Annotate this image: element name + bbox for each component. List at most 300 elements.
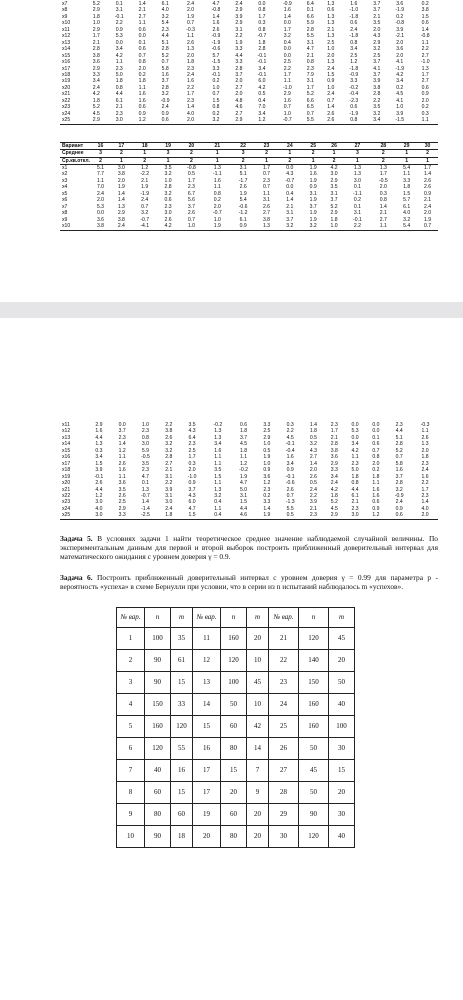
table-cell: 5.0 — [351, 467, 359, 474]
table-cell: 2.0 — [117, 177, 125, 184]
table-cell: 2.4 — [309, 486, 317, 493]
table-cell: 2.5 — [283, 59, 291, 66]
table-cell: -1.9 — [140, 190, 150, 197]
table-cell: 60 — [145, 781, 171, 803]
table-cell: 3.2 — [373, 46, 381, 53]
table-cell: 3.7 — [373, 1, 381, 7]
table-cell: 2.3 — [164, 203, 172, 210]
table-cell: 2.1 — [351, 499, 359, 506]
table-cell: 4.5 — [240, 441, 248, 448]
table-cell: 11 — [193, 627, 221, 649]
table-cell: 20 — [247, 803, 269, 825]
row-label: x4 — [62, 184, 68, 191]
table-cell: 0.3 — [95, 447, 103, 454]
table-cell: 5.4 — [239, 197, 247, 204]
table-cell: 3.4 — [286, 460, 294, 467]
sd-value: 2 — [324, 157, 345, 164]
table-cell: -1.8 — [349, 13, 359, 20]
table-cell: 1.9 — [423, 216, 432, 223]
table-cell: 1.3 — [327, 1, 335, 7]
col-m: m — [171, 607, 193, 627]
table-cell: 1.8 — [309, 428, 317, 435]
table-cell: 1.0 — [263, 460, 271, 467]
table-cell: 1.1 — [138, 20, 146, 27]
table-cell: 3.4 — [115, 46, 123, 53]
table-cell: 0.0 — [115, 39, 123, 46]
table-cell: 0.2 — [421, 104, 429, 111]
table-cell: 26 — [269, 737, 299, 759]
table-cell: 3.2 — [161, 91, 169, 98]
table-cell: 0.8 — [213, 190, 221, 197]
table-cell: 3.2 — [165, 447, 173, 454]
table-cell: 2.0 — [213, 203, 221, 210]
table-cell: 2.0 — [327, 52, 335, 59]
table-cell: 0.0 — [283, 46, 291, 53]
table-cell: 2.4 — [421, 467, 429, 474]
table-cell: 42 — [247, 715, 269, 737]
table-cell: 1.1 — [240, 454, 248, 461]
table-cell: 1.9 — [309, 210, 317, 217]
table-cell: 3.9 — [235, 13, 243, 20]
table-cell: 1 — [117, 627, 145, 649]
table-cell: 80 — [145, 803, 171, 825]
table-cell: 19 — [193, 803, 221, 825]
data-table-variants-16-30 — [60, 142, 438, 231]
table-cell: 2.2 — [421, 480, 429, 487]
sd-value: 2 — [230, 157, 256, 164]
table-cell: 3.9 — [396, 110, 404, 117]
table-cell: 4.6 — [235, 104, 243, 111]
task-6-title: Задача 6. — [60, 572, 93, 582]
table-cell: 2.8 — [373, 91, 381, 98]
task-6 — [60, 573, 438, 591]
table-cell: 5.0 — [240, 486, 248, 493]
variant-label: Вариант — [60, 142, 90, 149]
table-cell: 0.1 — [353, 203, 361, 210]
table-cell: 2.6 — [421, 434, 429, 441]
table-cell: 1.0 — [327, 84, 335, 91]
table-cell: 16 — [193, 737, 221, 759]
table-cell: 1.8 — [92, 97, 100, 104]
table-cell: 3.2 — [214, 492, 222, 499]
table-cell: 0.6 — [138, 104, 146, 111]
table-cell: 2.0 — [188, 467, 196, 474]
table-cell: 2.3 — [351, 460, 359, 467]
table-cell: 3 — [117, 671, 145, 693]
table-cell: 5.9 — [141, 447, 149, 454]
table-cell: -1.4 — [141, 505, 150, 512]
table-cell: 5 — [117, 715, 145, 737]
table-cell: 60 — [221, 803, 247, 825]
table-cell: 4.4 — [95, 434, 103, 441]
table-cell: 0.0 — [372, 428, 380, 435]
table-cell: 2.5 — [263, 428, 271, 435]
table-cell: 2.7 — [262, 210, 271, 217]
table-cell: 20 — [247, 627, 269, 649]
table-cell: 6.4 — [188, 434, 196, 441]
row-label: x13 — [62, 434, 71, 441]
table-cell: -0.2 — [349, 84, 359, 91]
table-cell: 120 — [221, 649, 247, 671]
table-cell: 0.1 — [306, 7, 314, 14]
table-cell: 4 — [117, 693, 145, 715]
table-cell: 4.8 — [235, 97, 243, 104]
table-cell: 3.1 — [235, 26, 243, 33]
table-cell: 2.3 — [141, 467, 149, 474]
table-cell: 0.7 — [286, 492, 294, 499]
table-cell: 3.1 — [240, 492, 248, 499]
table-cell: 2.9 — [95, 422, 103, 428]
table-cell: 2.4 — [92, 84, 100, 91]
table-cell: 1.5 — [327, 71, 335, 78]
table-cell: -1.8 — [349, 65, 359, 72]
table-cell: 4.5 — [286, 434, 294, 441]
table-cell: 10 — [247, 649, 269, 671]
row-label: x17 — [62, 65, 71, 72]
row-label: x19 — [62, 78, 71, 85]
table-cell: 14 — [247, 737, 269, 759]
table-cell: 3.1 — [286, 210, 294, 217]
table-cell: 5.3 — [96, 203, 105, 210]
row-label: x10 — [62, 20, 71, 27]
sd-value: 1 — [396, 157, 417, 164]
table-cell: 2.9 — [330, 177, 338, 184]
table-cell: 50 — [329, 671, 355, 693]
table-cell: 3.8 — [262, 216, 271, 223]
table-cell: 1.8 — [330, 492, 338, 499]
table-cell: 0.0 — [372, 422, 380, 428]
table-cell: 7.7 — [96, 171, 105, 178]
table-cell: 1.3 — [214, 486, 222, 493]
table-cell: 9 — [117, 803, 145, 825]
table-cell: 3.4 — [258, 65, 266, 72]
row-label: x2 — [62, 171, 68, 178]
table-cell: 3.7 — [188, 486, 196, 493]
table-cell: 17 — [193, 781, 221, 803]
table-cell: 2.0 — [421, 447, 429, 454]
table-cell: 2.6 — [118, 492, 126, 499]
table-cell: 6.0 — [188, 499, 196, 506]
table-cell: 3.4 — [330, 473, 338, 480]
table-cell: 0.9 — [421, 91, 429, 98]
table-cell: 0.8 — [212, 104, 220, 111]
table-cell: -1.0 — [349, 7, 359, 14]
table-cell: 24 — [269, 693, 299, 715]
row-label: x7 — [62, 203, 68, 210]
table-cell: 0.2 — [396, 13, 404, 20]
table-cell: 2.4 — [327, 65, 335, 72]
table-cell: 3.8 — [373, 84, 381, 91]
table-cell: -0.7 — [141, 492, 150, 499]
table-cell: 0.5 — [187, 171, 195, 178]
row-label: x25 — [60, 512, 86, 519]
table-cell: 3.0 — [353, 177, 361, 184]
table-cell: 10 — [247, 693, 269, 715]
table-cell: 1.7 — [306, 84, 314, 91]
table-cell: 1.5 — [179, 512, 205, 519]
table-cell: 2.4 — [395, 499, 403, 506]
table-cell: -0.9 — [394, 492, 404, 499]
table-cell: 2 — [117, 649, 145, 671]
table-cell: 1.1 — [214, 460, 222, 467]
table-cell: 3.7 — [330, 197, 338, 204]
table-cell: 2.0 — [396, 52, 404, 59]
table-cell: 0.6 — [138, 26, 146, 33]
variant-number: 29 — [396, 142, 417, 149]
table-cell: 4.0 — [95, 505, 103, 512]
row-label: x11 — [62, 422, 70, 428]
table-cell: 4.7 — [188, 505, 196, 512]
table-cell: 2.4 — [165, 505, 173, 512]
table-cell: 1.3 — [327, 20, 335, 27]
table-cell: 2.1 — [165, 467, 173, 474]
row-label: x10 — [60, 223, 90, 230]
table-cell: 0.7 — [417, 223, 438, 230]
table-cell: 0.6 — [327, 7, 335, 14]
table-cell: 5.4 — [396, 223, 417, 230]
table-cell: 1.8 — [258, 39, 266, 46]
table-cell: 4.4 — [351, 486, 359, 493]
table-cell: 3.7 — [187, 203, 195, 210]
row-label: x23 — [62, 499, 71, 506]
table-cell: 1.8 — [372, 473, 380, 480]
table-cell: -0.7 — [140, 216, 150, 223]
variant-number: 21 — [204, 142, 230, 149]
table-cell: 3.9 — [373, 78, 381, 85]
table-cell: 0.5 — [309, 434, 317, 441]
table-cell: 2.9 — [373, 39, 381, 46]
page-separator — [0, 302, 463, 318]
table-cell: 3.2 — [373, 110, 381, 117]
table-cell: 0.2 — [372, 467, 380, 474]
table-cell: 2.7 — [421, 52, 429, 59]
table-cell: 1.3 — [421, 441, 429, 448]
table-cell: -0.2 — [213, 422, 223, 428]
table-cell: 3.4 — [351, 441, 359, 448]
table-cell: 1.1 — [421, 428, 429, 435]
table-cell: 3.9 — [396, 26, 404, 33]
table-cell: 5.7 — [212, 52, 220, 59]
table-cell: -4.1 — [132, 223, 158, 230]
col-n: n — [299, 607, 329, 627]
table-cell: -0.1 — [353, 216, 362, 223]
table-cell: 1.7 — [258, 13, 266, 20]
table-cell: 2.0 — [187, 7, 195, 14]
table-cell: 0.8 — [306, 59, 314, 66]
table-cell: 0.1 — [372, 434, 380, 441]
table-cell: 3.8 — [165, 428, 173, 435]
table-cell: 2.9 — [92, 7, 100, 14]
variant-number: 24 — [277, 142, 303, 149]
table-cell: 150 — [145, 693, 171, 715]
table-cell: 1.8 — [187, 59, 195, 66]
table-cell: 1.2 — [365, 512, 386, 519]
table-row — [117, 803, 355, 825]
table-cell: -0.7 — [285, 177, 295, 184]
table-cell: 2.6 — [212, 26, 220, 33]
table-cell: 2.3 — [141, 428, 149, 435]
table-cell: 1.7 — [283, 26, 291, 33]
table-cell: 3.6 — [396, 46, 404, 53]
table-cell: 2.0 — [379, 184, 387, 191]
col-variant: № вар. — [117, 607, 145, 627]
table-row — [117, 737, 355, 759]
table-cell: 7.0 — [96, 184, 105, 191]
table-cell: 33 — [171, 693, 193, 715]
table-cell: 6.1 — [161, 1, 169, 7]
table-cell: 5.4 — [403, 164, 411, 171]
table-cell: 0.3 — [258, 20, 266, 27]
table-cell: 0.7 — [372, 447, 380, 454]
table-cell: 1.9 — [309, 177, 317, 184]
table-cell: 0.0 — [351, 434, 359, 441]
table-cell: 3.1 — [165, 492, 173, 499]
row-label: x12 — [62, 428, 71, 435]
table-cell: 4.3 — [309, 447, 317, 454]
table-cell: 1.3 — [421, 65, 429, 72]
table-cell: 5.2 — [395, 447, 403, 454]
mean-value: 2 — [417, 150, 438, 157]
table-cell: 2.2 — [283, 65, 291, 72]
table-cell: 1.6 — [214, 447, 222, 454]
table-cell: 10 — [117, 825, 145, 847]
table-cell: 0.0 — [351, 422, 359, 428]
table-cell: 2.5 — [350, 52, 358, 59]
table-cell: 30 — [269, 825, 299, 847]
table-cell: 1.3 — [187, 46, 195, 53]
variant-number: 20 — [179, 142, 205, 149]
table-cell: 5.7 — [403, 197, 411, 204]
table-cell: 0.7 — [187, 216, 195, 223]
table-cell: 0.9 — [395, 505, 403, 512]
sd-value: 1 — [204, 157, 230, 164]
sd-value: 1 — [111, 157, 132, 164]
table-cell: 2.0 — [235, 78, 243, 85]
table-cell: 6.1 — [351, 492, 359, 499]
table-cell: 90 — [145, 825, 171, 847]
table-cell: 15 — [193, 715, 221, 737]
table-cell: 35 — [171, 627, 193, 649]
table-cell: 2.9 — [235, 7, 243, 14]
table-cell: 29 — [269, 803, 299, 825]
table-cell: 1.7 — [379, 171, 387, 178]
table-cell: 2.2 — [345, 223, 371, 230]
table-cell: 1.4 — [286, 197, 294, 204]
table-cell: 8 — [117, 781, 145, 803]
table-cell: 2.7 — [138, 13, 146, 20]
sd-row — [60, 157, 438, 164]
page-2 — [60, 318, 438, 1000]
table-cell: 2.0 — [138, 65, 146, 72]
table-cell: 0.0 — [286, 164, 294, 171]
table-cell: 1.3 — [213, 164, 221, 171]
table-cell: 4.1 — [396, 59, 404, 66]
table-cell: 3.8 — [117, 171, 125, 178]
table-cell: 0.0 — [283, 20, 291, 27]
table-cell: 2.3 — [421, 460, 429, 467]
table-cell: 160 — [299, 693, 329, 715]
table-cell: 1.6 — [309, 171, 317, 178]
table-cell: 7 — [117, 759, 145, 781]
table-cell: 2.1 — [330, 434, 338, 441]
table-cell: -1.9 — [395, 7, 405, 14]
table-cell: 1.9 — [256, 512, 277, 519]
table-cell: 0.8 — [379, 197, 387, 204]
row-label: x11 — [62, 26, 70, 33]
table-cell: 1.6 — [283, 97, 291, 104]
table-cell: 45 — [329, 627, 355, 649]
table-cell: -0.1 — [94, 473, 104, 480]
table-cell: 4.0 — [161, 7, 169, 14]
table-cell: 3.5 — [373, 20, 381, 27]
table-cell: -0.8 — [187, 164, 196, 171]
table-cell: 1.1 — [118, 473, 126, 480]
table-cell: 45 — [299, 759, 329, 781]
table-cell: 1.4 — [141, 499, 149, 506]
table-cell: 2.9 — [92, 65, 100, 72]
row-label: x21 — [62, 91, 71, 98]
table-cell: 0.6 — [350, 20, 358, 27]
table-cell: -2.2 — [140, 171, 150, 178]
table-cell: 1.4 — [309, 422, 317, 428]
table-cell: 160 — [221, 627, 247, 649]
table-cell: 0.6 — [421, 84, 429, 91]
table-cell: 4.2 — [92, 91, 100, 98]
table-row — [117, 693, 355, 715]
sd-value: 1 — [345, 157, 371, 164]
table-cell: 2.4 — [330, 480, 338, 487]
table-cell: 5.8 — [161, 65, 169, 72]
table-cell: 0.6 — [372, 499, 380, 506]
mean-value: 1 — [132, 150, 158, 157]
table-cell: 7 — [247, 759, 269, 781]
table-cell: 1.3 — [95, 441, 103, 448]
table-cell: -0.1 — [285, 473, 295, 480]
row-label: x24 — [62, 505, 71, 512]
table-cell: 3.3 — [263, 499, 271, 506]
table-cell: 2.6 — [118, 460, 126, 467]
table-cell: 5.2 — [92, 1, 100, 7]
table-cell: 0.7 — [327, 97, 335, 104]
table-cell: -0.1 — [114, 13, 124, 20]
table-cell: 3.8 — [117, 216, 125, 223]
table-cell: 3.8 — [90, 223, 111, 230]
table-cell: 22 — [269, 649, 299, 671]
table-cell: 1.1 — [351, 454, 359, 461]
table-cell: 2.8 — [235, 65, 243, 72]
table-cell: 4.5 — [92, 110, 100, 117]
row-label: x22 — [62, 492, 71, 499]
table-cell: 2.5 — [188, 447, 196, 454]
table-cell: 2.0 — [372, 460, 380, 467]
table-cell: 0.8 — [115, 84, 123, 91]
table-cell: 2.1 — [306, 52, 314, 59]
table-cell: 4.1 — [396, 97, 404, 104]
table-cell: -0.1 — [257, 59, 267, 66]
table-cell: 2.6 — [187, 39, 195, 46]
task-6-text: Построить приближенный доверительный интервал с уровнем доверия γ = 0.99 для параметра p - вероятность «успеха» в схеме Бернулли при условии, что в серии из n испытаний наблюдалось m «успехов». — [60, 572, 438, 591]
table-cell: 2.4 — [327, 91, 335, 98]
table-cell: 1.9 — [309, 164, 317, 171]
table-cell: 1.7 — [421, 71, 429, 78]
table-cell: 3.7 — [373, 71, 381, 78]
mean-value: 2 — [256, 150, 277, 157]
table-cell: -1.5 — [211, 59, 221, 66]
table-cell: 1.1 — [138, 84, 146, 91]
table-cell: 3.1 — [306, 39, 314, 46]
table-row — [117, 671, 355, 693]
table-cell: 1.2 — [118, 447, 126, 454]
